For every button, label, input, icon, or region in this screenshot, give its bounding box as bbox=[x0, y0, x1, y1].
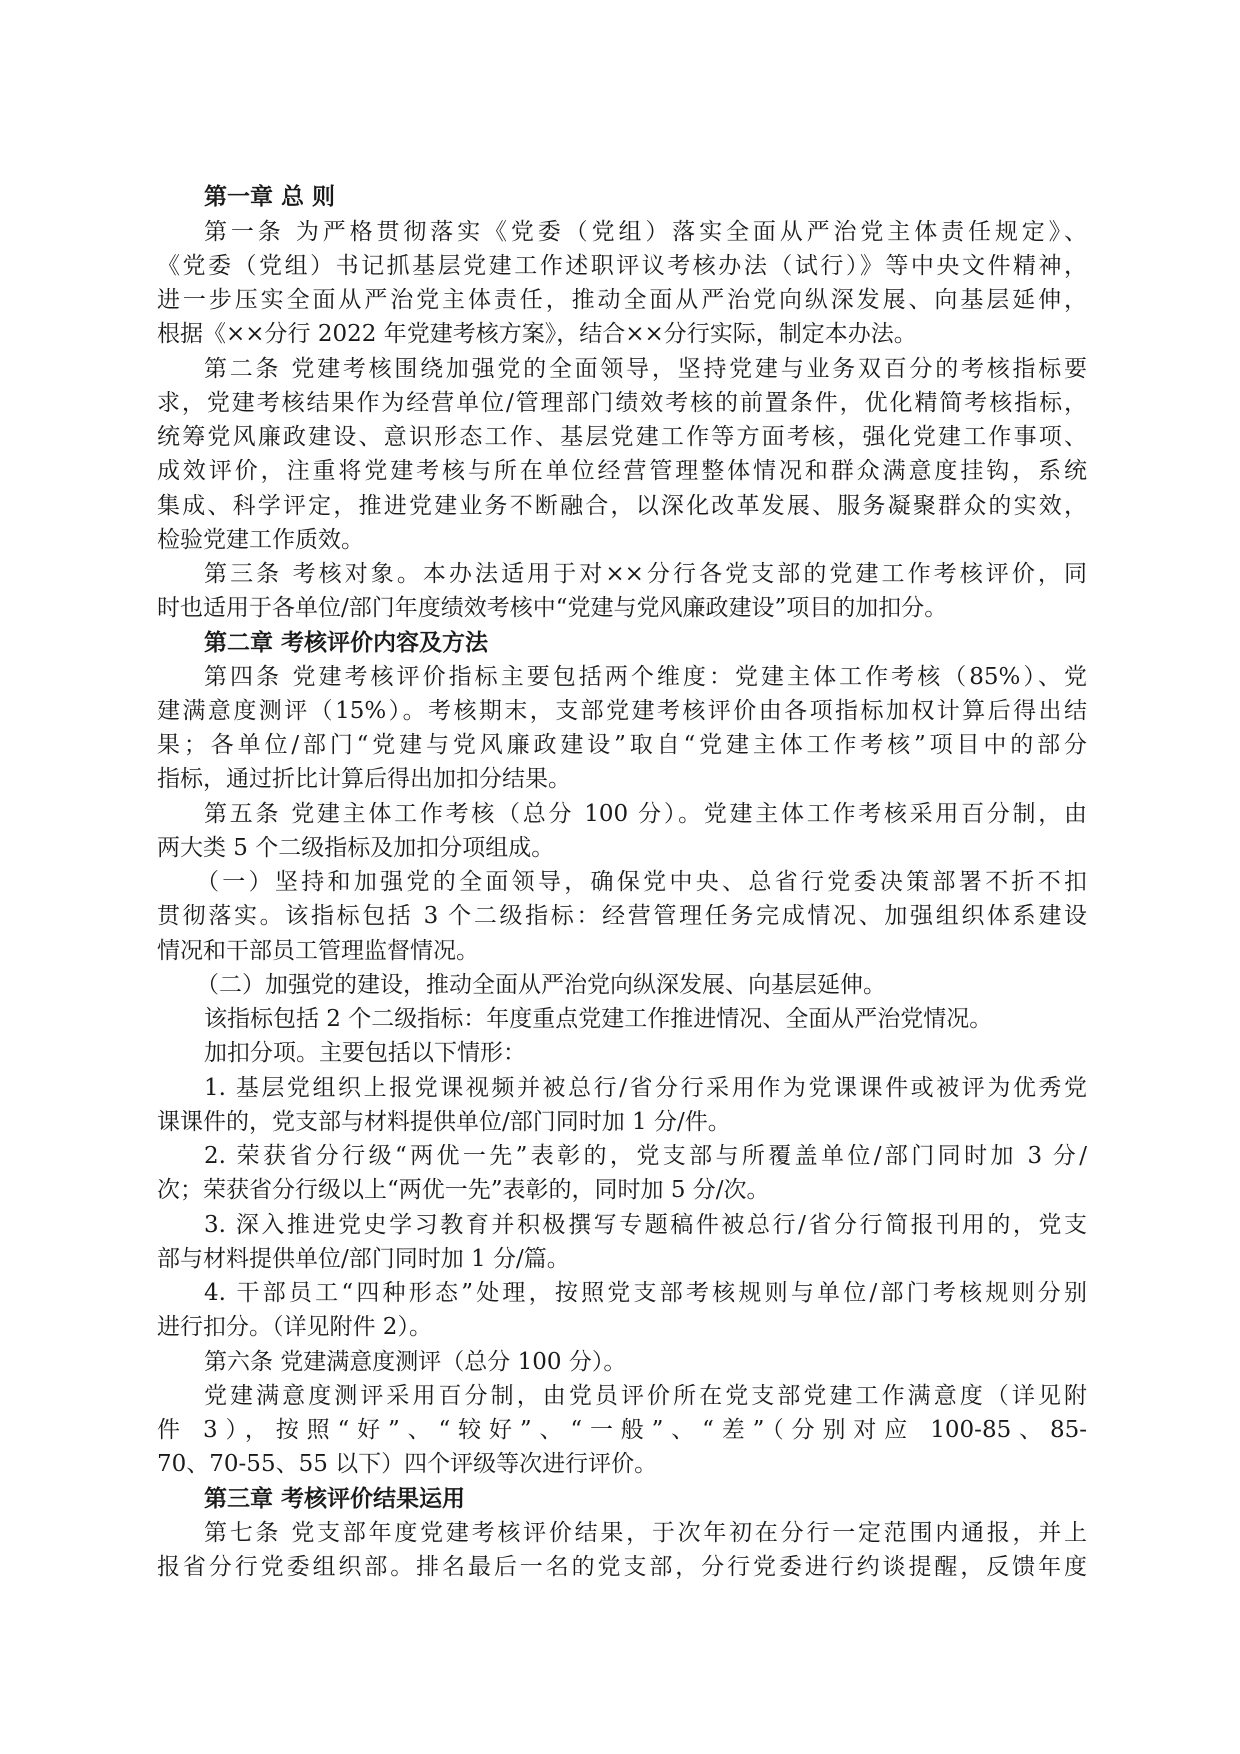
article-4-line-1: 第四条 党建考核评价指标主要包括两个维度：党建主体工作考核（85%）、党 bbox=[204, 664, 1087, 690]
article-3-line-2: 时也适用于各单位/部门年度绩效考核中“党建与党风廉政建设”项目的加扣分。 bbox=[157, 595, 948, 621]
article-1-line-3: 进一步压实全面从严治党主体责任，推动全面从严治党向纵深发展、向基层延伸， bbox=[157, 287, 1087, 313]
article-2-line-1: 第二条 党建考核围绕加强党的全面领导，坚持党建与业务双百分的考核指标要 bbox=[204, 356, 1087, 382]
item-1-line-3: 情况和干部员工管理监督情况。 bbox=[157, 938, 479, 964]
article-5-line-2: 两大类 5 个二级指标及加扣分项组成。 bbox=[157, 835, 555, 861]
item-2-line-1: （二）加强党的建设，推动全面从严治党向纵深发展、向基层延伸。 bbox=[196, 972, 886, 998]
chapter-2-heading: 第二章 考核评价内容及方法 bbox=[204, 630, 489, 656]
article-3-line-1: 第三条 考核对象。本办法适用于对××分行各党支部的党建工作考核评价，同 bbox=[204, 561, 1087, 587]
bonus-item-3-line-1: 3. 深入推进党史学习教育并积极撰写专题稿件被总行/省分行简报刊用的，党支 bbox=[204, 1212, 1087, 1238]
bonus-item-4-line-1: 4. 干部员工“四种形态”处理，按照党支部考核规则与单位/部门考核规则分别 bbox=[204, 1280, 1087, 1306]
article-6-line-3: 件 3），按照“好”、“较好”、“一般”、“差”（分别对应 100-85、85- bbox=[157, 1417, 1087, 1443]
bonus-item-3-line-2: 部与材料提供单位/部门同时加 1 分/篇。 bbox=[157, 1246, 570, 1272]
chapter-1-heading: 第一章 总 则 bbox=[204, 184, 336, 210]
article-4-line-2: 建满意度测评（15%）。考核期末，支部党建考核评价由各项指标加权计算后得出结 bbox=[157, 698, 1087, 724]
article-4-line-3: 果；各单位/部门“党建与党风廉政建设”取自“党建主体工作考核”项目中的部分 bbox=[157, 732, 1087, 758]
chapter-3-heading: 第三章 考核评价结果运用 bbox=[204, 1486, 466, 1512]
bonus-item-4-line-2: 进行扣分。（详见附件 2）。 bbox=[157, 1314, 432, 1340]
article-2-line-3: 统筹党风廉政建设、意识形态工作、基层党建工作等方面考核，强化党建工作事项、 bbox=[157, 424, 1087, 450]
item-1-line-1: （一）坚持和加强党的全面领导，确保党中央、总省行党委决策部署不折不扣 bbox=[196, 869, 1087, 895]
bonus-item-2-line-2: 次；荣获省分行级以上“两优一先”表彰的，同时加 5 分/次。 bbox=[157, 1177, 770, 1203]
article-2-line-6: 检验党建工作质效。 bbox=[157, 527, 364, 553]
article-2-line-5: 集成、科学评定，推进党建业务不断融合，以深化改革发展、服务凝聚群众的实效， bbox=[157, 493, 1087, 519]
article-1-line-2: 《党委（党组）书记抓基层党建工作述职评议考核办法（试行）》等中央文件精神， bbox=[157, 253, 1087, 279]
article-5-line-1: 第五条 党建主体工作考核（总分 100 分）。党建主体工作考核采用百分制，由 bbox=[204, 801, 1087, 827]
item-1-line-2: 贯彻落实。该指标包括 3 个二级指标：经营管理任务完成情况、加强组织体系建设 bbox=[157, 903, 1087, 929]
bonus-items-intro: 加扣分项。主要包括以下情形： bbox=[204, 1040, 526, 1066]
article-6-line-1: 第六条 党建满意度测评（总分 100 分）。 bbox=[204, 1349, 627, 1375]
article-2-line-2: 求，党建考核结果作为经营单位/管理部门绩效考核的前置条件，优化精简考核指标， bbox=[157, 390, 1087, 416]
bonus-item-1-line-2: 课课件的，党支部与材料提供单位/部门同时加 1 分/件。 bbox=[157, 1109, 731, 1135]
article-2-line-4: 成效评价，注重将党建考核与所在单位经营管理整体情况和群众满意度挂钩，系统 bbox=[157, 458, 1087, 484]
item-2-line-2: 该指标包括 2 个二级指标：年度重点党建工作推进情况、全面从严治党情况。 bbox=[204, 1006, 993, 1032]
article-4-line-4: 指标，通过折比计算后得出加扣分结果。 bbox=[157, 766, 571, 792]
article-1-line-4: 根据《××分行 2022 年党建考核方案》，结合××分行实际，制定本办法。 bbox=[157, 321, 917, 347]
article-6-line-4: 70、70-55、55 以下）四个评级等次进行评价。 bbox=[157, 1451, 658, 1477]
article-7-line-1: 第七条 党支部年度党建考核评价结果，于次年初在分行一定范围内通报，并上 bbox=[204, 1520, 1087, 1546]
article-6-line-2: 党建满意度测评采用百分制，由党员评价所在党支部党建工作满意度（详见附 bbox=[204, 1383, 1087, 1409]
article-1-line-1: 第一条 为严格贯彻落实《党委（党组）落实全面从严治党主体责任规定》、 bbox=[204, 219, 1087, 245]
bonus-item-2-line-1: 2. 荣获省分行级“两优一先”表彰的，党支部与所覆盖单位/部门同时加 3 分/ bbox=[204, 1143, 1087, 1169]
bonus-item-1-line-1: 1. 基层党组织上报党课视频并被总行/省分行采用作为党课课件或被评为优秀党 bbox=[204, 1075, 1087, 1101]
article-7-line-2: 报省分行党委组织部。排名最后一名的党支部，分行党委进行约谈提醒，反馈年度 bbox=[157, 1554, 1087, 1580]
